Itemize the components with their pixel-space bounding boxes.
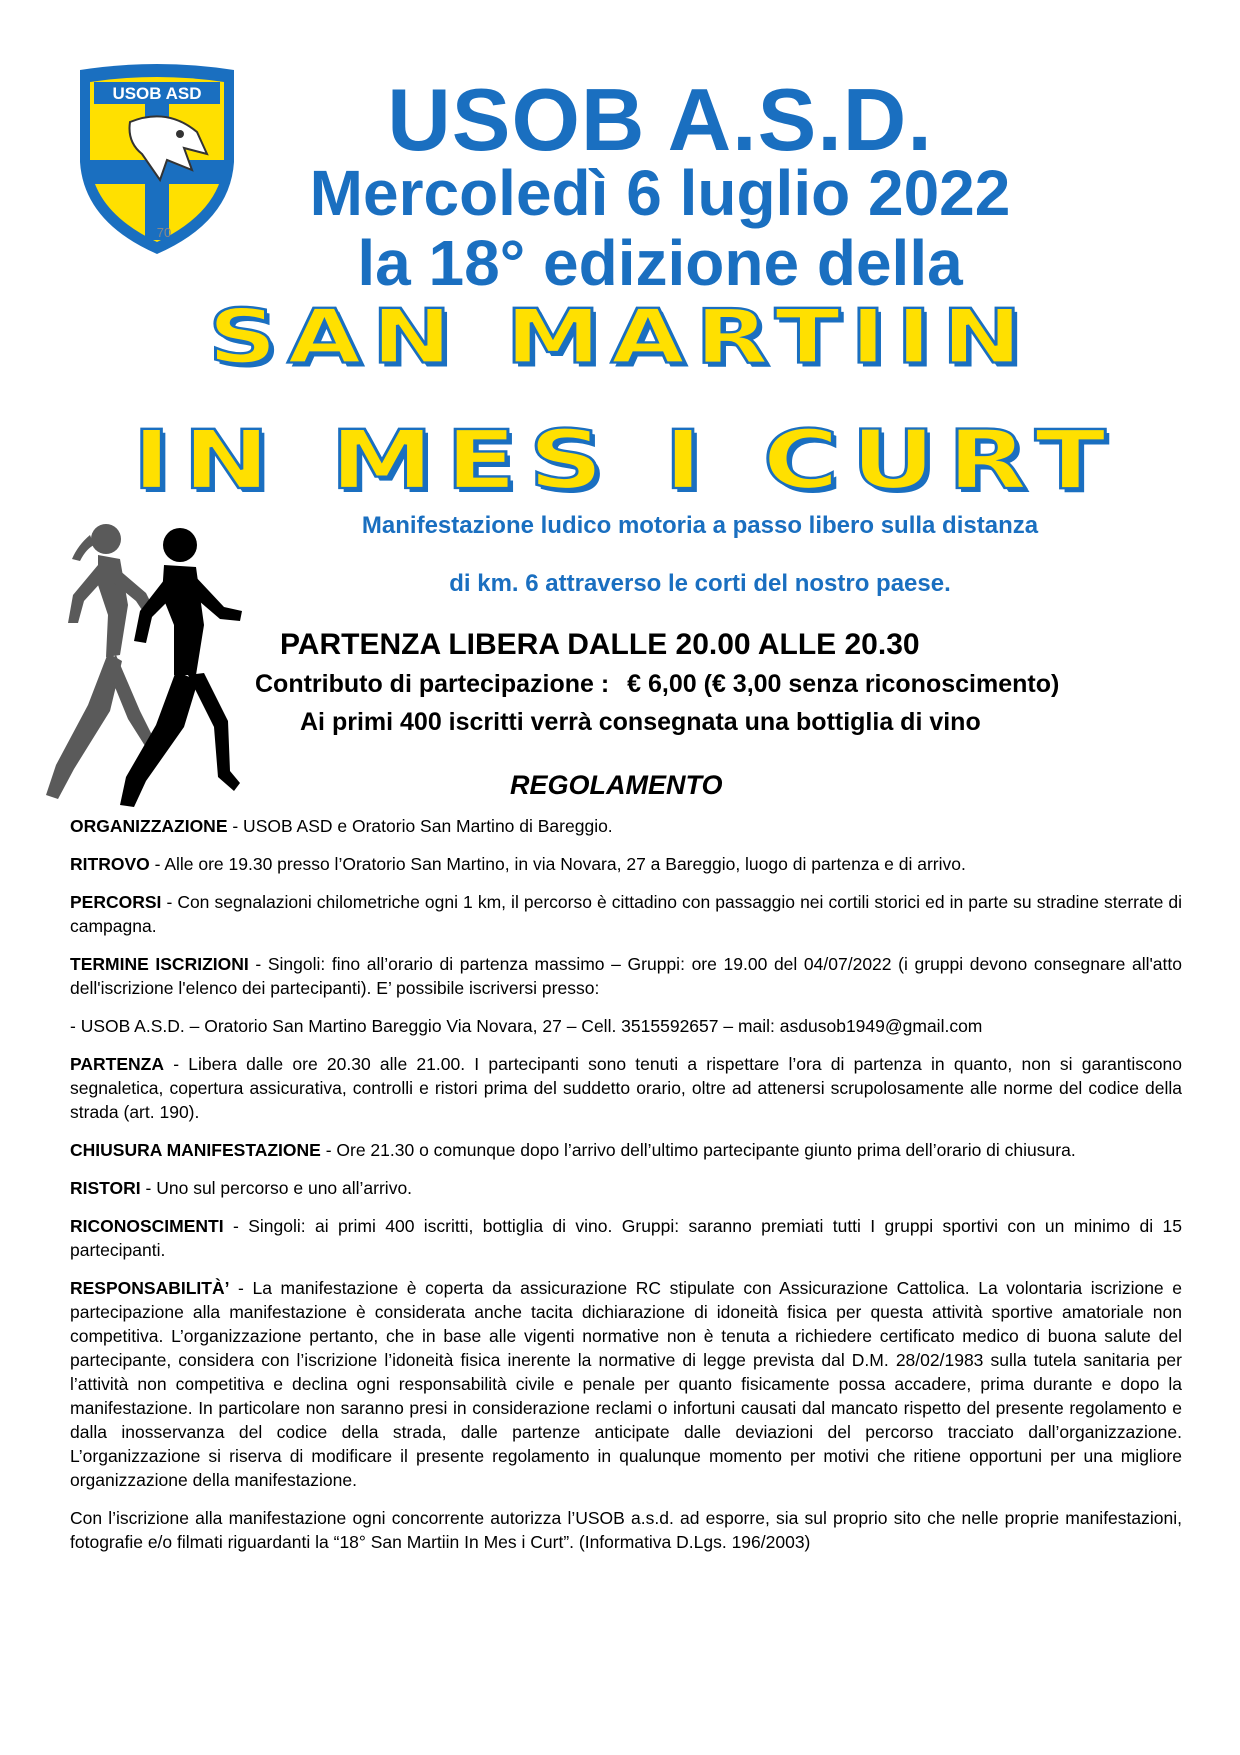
org-title: USOB A.S.D.	[387, 70, 933, 169]
rule-label: RISTORI	[70, 1178, 141, 1198]
logo-number: 70	[156, 225, 172, 240]
rule-item	[70, 814, 1182, 838]
rule-text: - Ore 21.30 o comunque dopo l’arrivo dell’ultimo partecipante giunto prima dell’orario di chiusura.	[320, 1140, 1076, 1160]
rule-text: - Con segnalazioni chilometriche ogni 1 km, il percorso è cittadino con passaggio nei cortili storici ed in parte su stradine sterrate di campagna.	[70, 892, 1182, 936]
rule-item	[70, 1138, 1182, 1162]
rule-label: ORGANIZZAZIONE	[70, 816, 228, 836]
rule-label: PERCORSI	[70, 892, 162, 912]
fee-value: € 6,00 (€ 3,00 senza riconoscimento)	[627, 670, 1060, 698]
rule-item	[70, 1052, 1182, 1124]
rule-text: - Singoli: ai primi 400 iscritti, bottiglia di vino. Gruppi: saranno premiati tutti I gruppi sportivi con un minimo di 15 partecipanti.	[70, 1216, 1182, 1260]
wine-note: Ai primi 400 iscritti verrà consegnata una bottiglia di vino	[300, 708, 981, 736]
rule-item	[70, 852, 1182, 876]
rule-item	[70, 1276, 1182, 1492]
rule-text: - Singoli: fino all’orario di partenza massimo – Gruppi: ore 19.00 del 04/07/2022 (i gruppi devono consegnare all'atto dell'iscrizione l'elenco dei partecipanti). E’ possibile iscriversi presso:	[70, 954, 1182, 998]
intro-line-1: Manifestazione ludico motoria a passo libero sulla distanza	[361, 512, 1039, 539]
event-date: Mercoledì 6 luglio 2022	[309, 157, 1011, 229]
event-name-line1: SAN MARTIIN	[208, 293, 1032, 381]
rule-label: PARTENZA	[70, 1054, 164, 1074]
rule-text: - USOB A.S.D. – Oratorio San Martino Bareggio Via Novara, 27 – Cell. 3515592657 – mail: asdusob1949@gmail.com	[70, 1016, 983, 1036]
intro-line-2: di km. 6 attraverso le corti del nostro paese.	[449, 570, 951, 597]
rule-text: Con l’iscrizione alla manifestazione ogni concorrente autorizza l’USOB a.s.d. ad esporre, sia sul proprio sito che nelle proprie manifestazioni, fotografie e/o filmati riguardanti la “18° San Martiin In Mes i Curt”. (Informativa D.Lgs. 196/2003)	[70, 1508, 1182, 1552]
event-name-line2: IN MES I CURT	[132, 412, 1118, 508]
rule-text: - Uno sul percorso e uno all’arrivo.	[140, 1178, 413, 1198]
fee-line	[255, 670, 1225, 699]
start-time: PARTENZA LIBERA DALLE 20.00 ALLE 20.30	[280, 628, 920, 661]
runners-silhouette	[28, 515, 258, 815]
rule-text: - USOB ASD e Oratorio San Martino di Bareggio.	[227, 816, 613, 836]
rule-item	[70, 890, 1182, 938]
rule-text: - Alle ore 19.30 presso l’Oratorio San Martino, in via Novara, 27 a Bareggio, luogo di partenza e di arrivo.	[149, 854, 966, 874]
rule-item	[70, 952, 1182, 1000]
rule-item	[70, 1014, 1182, 1038]
rule-label: RICONOSCIMENTI	[70, 1216, 224, 1236]
logo-text: USOB ASD	[112, 84, 202, 103]
rules-heading: REGOLAMENTO	[510, 770, 723, 800]
rule-item	[70, 1506, 1182, 1554]
rule-label: TERMINE ISCRIZIONI	[70, 954, 249, 974]
edition-line: la 18° edizione della	[357, 227, 963, 299]
rules-list	[70, 814, 1182, 1568]
rule-label: RESPONSABILITÀ’	[70, 1278, 230, 1298]
rule-label: RITROVO	[70, 854, 150, 874]
fee-label: Contributo di partecipazione :	[255, 670, 610, 698]
rule-text: - La manifestazione è coperta da assicurazione RC stipulate con Assicurazione Cattolica. La volontaria iscrizione e partecipazione alla manifestazione è considerata anche tacita dichiarazione di idoneità fisica per questa attività sportive amatoriale non competitiva. L’organizzazione pertanto, che in base alle vigenti normative non è tenuta a richiedere certificato medico di buona salute del partecipante, considera con l’iscrizione l’idoneità fisica inerente la normative di legge prevista dal D.M. 28/02/1983 sulla tutela sanitaria per l’attività non competitiva e declina ogni responsabilità civile e penale per quanto fisicamente possa accadere, prima durante e dopo la manifestazione. In particolare non saranno presi in considerazione reclami o infortuni causati dal mancato rispetto del presente regolamento e dalla inosservanza del codice della strada, dalle partenze anticipate dalle deviazioni del percorso tracciato dall’organizzazione. L’organizzazione si riserva di modificare il presente regolamento in qualunque momento per motivi che ritiene opportuni per una migliore organizzazione della manifestazione.	[70, 1278, 1182, 1490]
rule-text: - Libera dalle ore 20.30 alle 21.00. I partecipanti sono tenuti a rispettare l’ora di partenza in quanto, non si garantiscono segnaletica, copertura assicurativa, controlli e ristori prima del suddetto orario, oltre ad attenersi scrupolosamente alle norme del codice della strada (art. 190).	[70, 1054, 1182, 1122]
usob-logo	[72, 62, 242, 257]
rule-label: CHIUSURA MANIFESTAZIONE	[70, 1140, 321, 1160]
rule-item	[70, 1176, 1182, 1200]
rule-item	[70, 1214, 1182, 1262]
